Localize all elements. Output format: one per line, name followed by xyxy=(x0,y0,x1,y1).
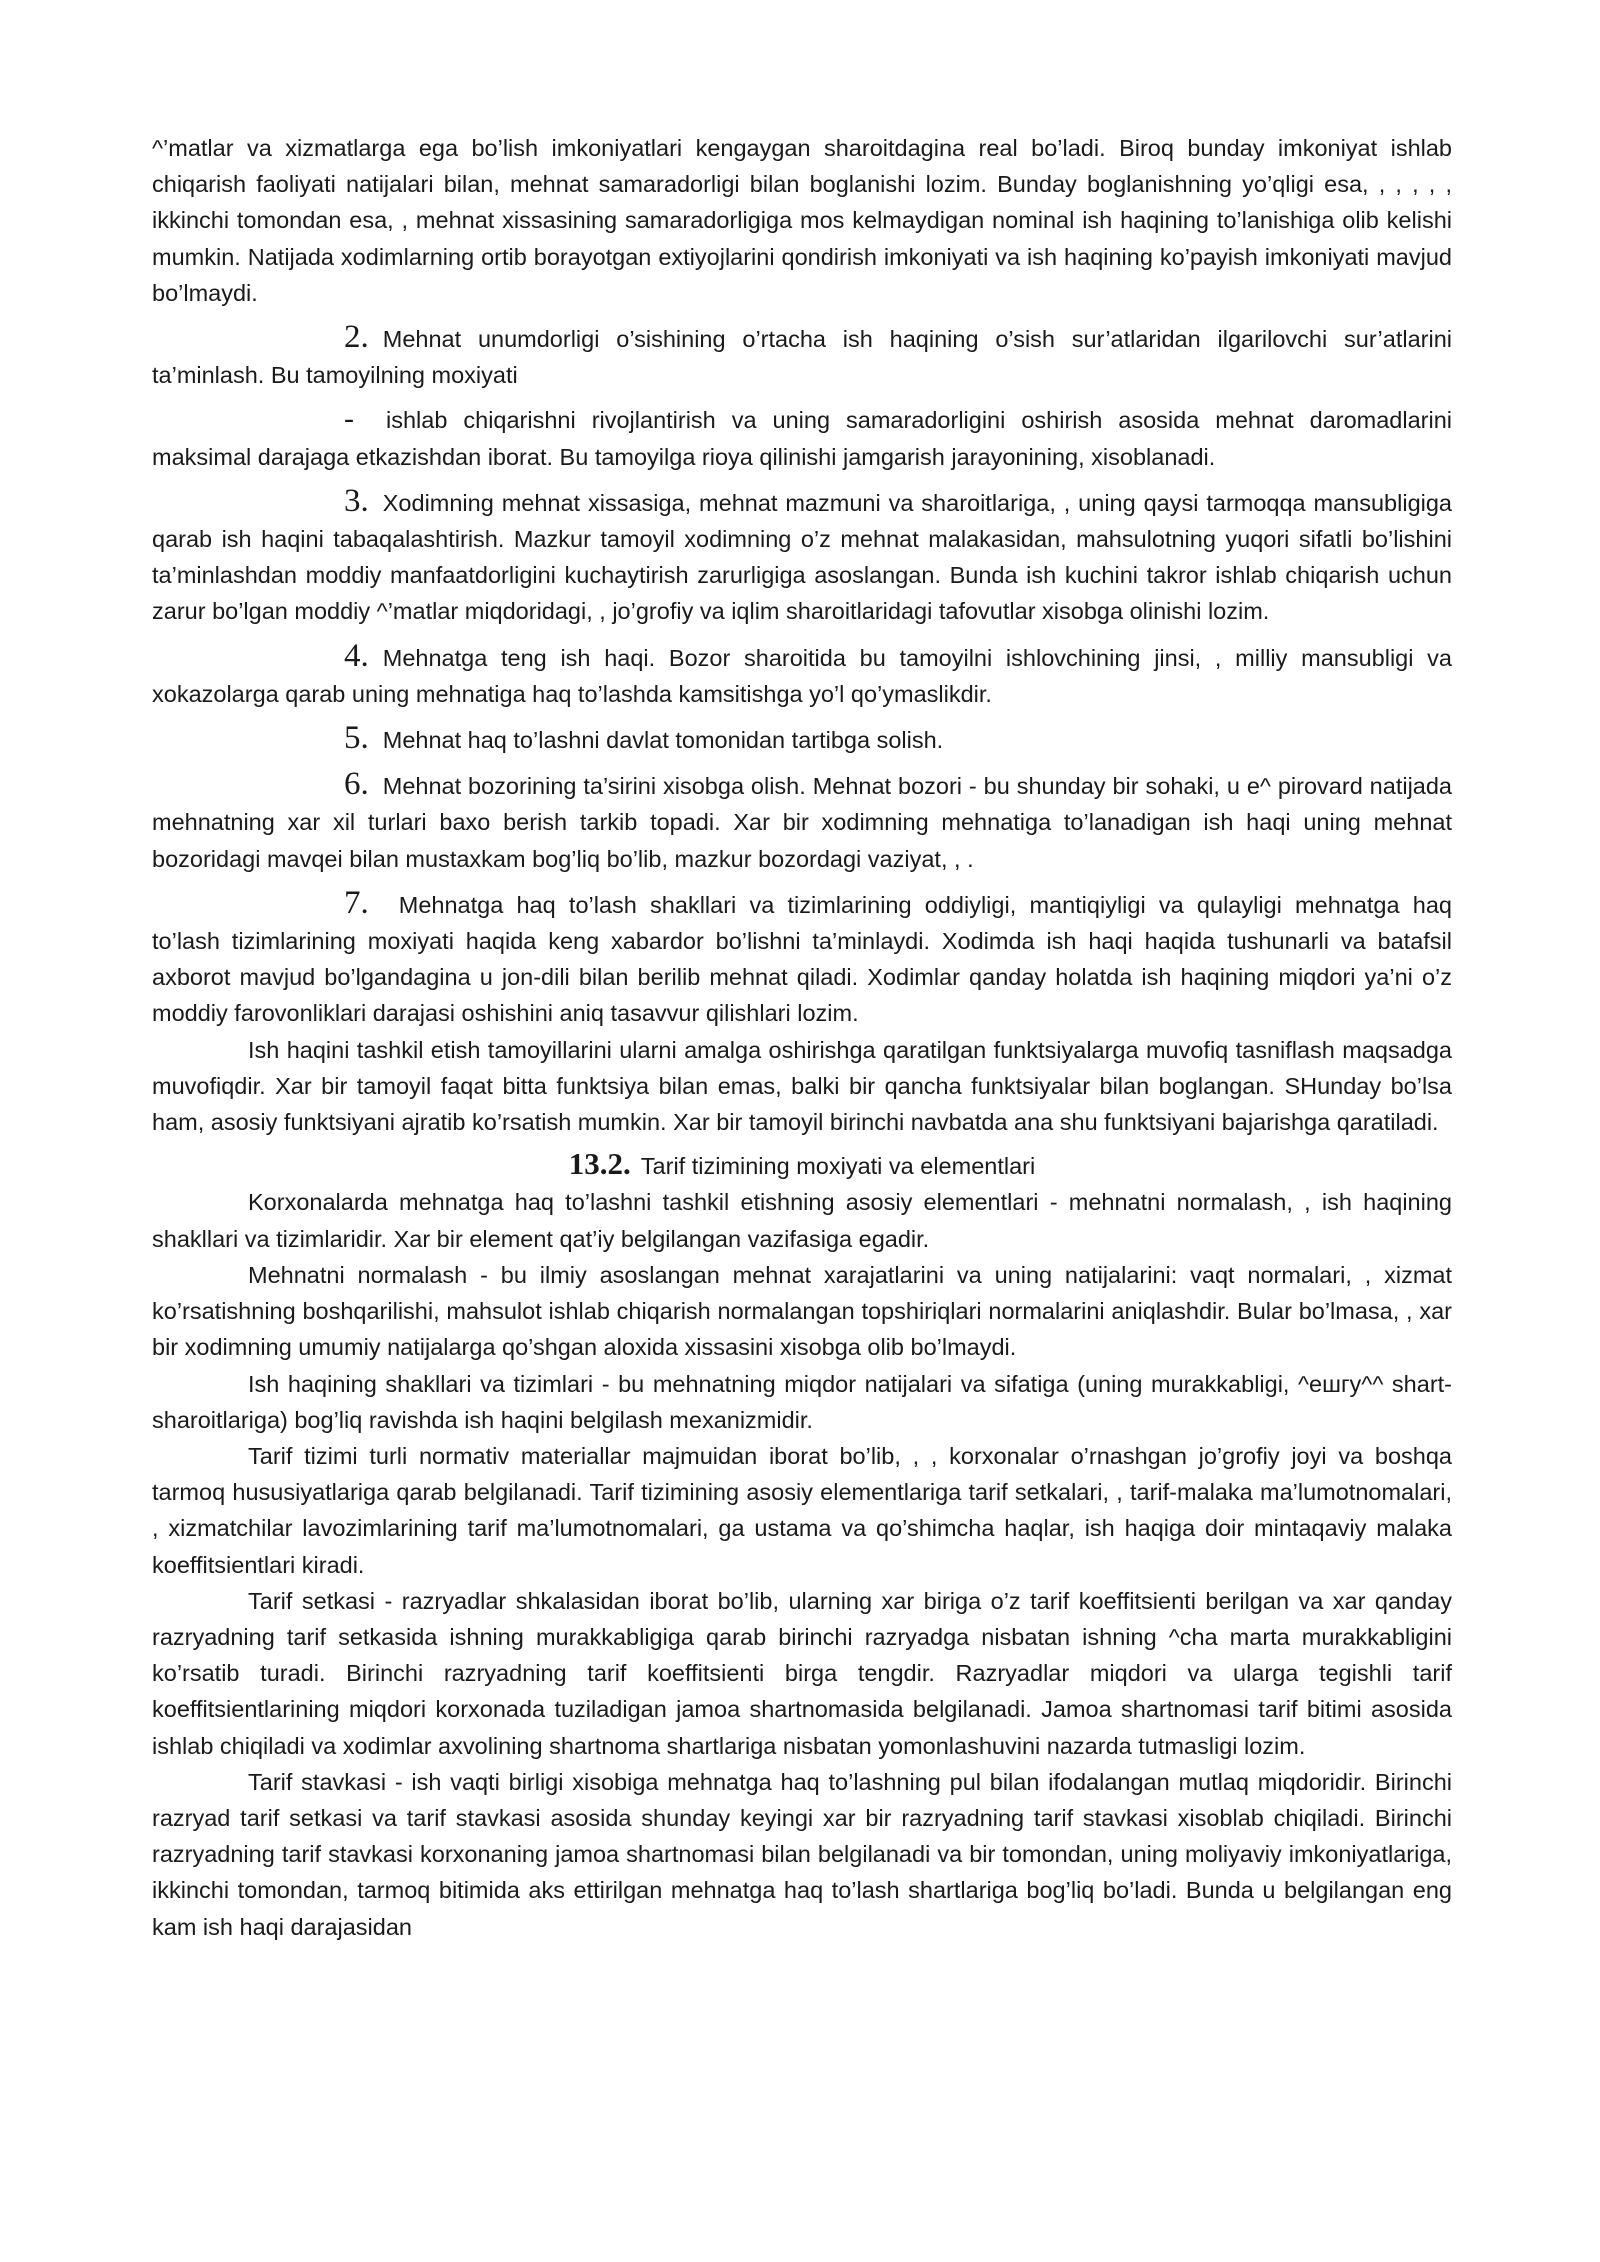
dash-marker: - xyxy=(344,402,354,436)
section-title: Tarif tizimining moxiyati va elementlari xyxy=(640,1153,1036,1180)
paragraph-tariff-system: Tarif tizimi turli normativ materiallar majmuidan iborat bo’lib, , , korxonalar o’rnashgan jo’grofiy joyi va boshqa tarmoq hususiyatlariga qarab belgilanadi. Tarif tizimining asosiy elementlariga tarif setkalari, , tarif-malaka ma’lumotnomalari, , xizmatchilar lavozimlarining tarif ma’lumotnomalari, ga ustama va qo’shimcha haqlar, ish haqiga doir mintaqaviy malaka koeffitsientlari kiradi. xyxy=(152,1442,1452,1578)
paragraph-tariff-grid: Tarif setkasi - razryadlar shkalasidan iborat bo’lib, ularning xar biriga o’z tarif koeffitsienti berilgan va xar qanday razryadning tarif setkasida ishning murakkabligiga qarab birinchi razryadga nisbatan ishning ^cha marta murakkabligini ko’rsatib turadi. Birinchi razryadning tarif koeffitsienti birga tengdir. Razryadlar miqdori va ularga tegishli tarif koeffitsientlarining miqdori korxonada tuziladigan jamoa shartnomasida belgilanadi. Jamoa shartnomasi tarif bitimi asosida ishlab chiqiladi va xodimlar axvolining shartnoma shartlariga nisbatan yomonlashuvini nazarda tutmasligi lozim. xyxy=(152,1587,1452,1759)
paragraph-wage-forms: Ish haqining shakllari va tizimlari - bu mehnatning miqdor natijalari va sifatiga (uning murakkabligi, ^ешгу^^ shart-sharoitlariga) bog’liq ravishda ish haqini belgilash mexanizmidir. xyxy=(152,1370,1452,1433)
paragraph-tariff-rate: Tarif stavkasi - ish vaqti birligi xisobiga mehnatga haq to’lashning pul bilan ifodalangan mutlaq miqdoridir. Birinchi razryad tarif setkasi va tarif stavkasi asosida shunday keyingi xar bir razryadning tarif stavkasi xisoblab chiqiladi. Birinchi razryadning tarif stavkasi korxonaning jamoa shartnomasi bilan belgilanadi va bir tomondan, uning moliyaviy imkoniyatlariga, ikkinchi tomondan, tarmoq bitimida aks ettirilgan mehnatga haq to’lash shartlariga bog’liq bo’ladi. Bunda u belgilangan eng kam ish haqi darajasidan xyxy=(152,1768,1452,1940)
list-item-4 xyxy=(152,638,1452,712)
list-item-text: Mehnatga haq to’lash shakllari va tizimlarining oddiyligi, mantiqiyligi va qulayligi mehnatga haq to’lash tizimlarining moxiyati haqida keng xabardor bo’lishni ta’minlaydi. Xodimda ish haqi haqida tushunarli va batafsil axborot mavjud bo’lgandagina u jon-dili bilan berilib mehnat qiladi. Xodimlar qanday holatda ish haqining miqdori ya’ni o’z moddiy farovonliklari darajasi oshishini aniq tasavvur qilishlari lozim. xyxy=(152,891,1452,1027)
list-item-7 xyxy=(152,885,1452,1032)
document-page xyxy=(152,130,1452,1945)
paragraph-principles: Ish haqini tashkil etish tamoyillarini ularni amalga oshirishga qaratilgan funktsiyalarga muvofiq tasniflash maqsadga muvofiqdir. Xar bir tamoyil faqat bitta funktsiya bilan emas, balki bir qancha funktsiyalar bilan boglangan. SHunday bo’lsa ham, asosiy funktsiyani ajratib ko’rsatish mumkin. Xar bir tamoyil birinchi navbatda ana shu funktsiyani bajarishga qaratiladi. xyxy=(152,1036,1452,1136)
dash-item-text: ishlab chiqarishni rivojlantirish va uning samaradorligini oshirish asosida mehnat daromadlarini maksimal darajaga etkazishdan iborat. Bu tamoyilga rioya qilinishi jamgarish jarayonining, xisoblanadi. xyxy=(152,407,1452,470)
list-number: 4. xyxy=(344,637,369,674)
list-number: 5. xyxy=(344,720,369,757)
paragraph-intro: ^’matlar va xizmatlarga ega bo’lish imkoniyatlari kengaygan sharoitdagina real bo’ladi. Biroq bunday imkoniyat ishlab chiqarish faoliyati natijalari bilan, mehnat samaradorligi bilan boglanishi lozim. Bunday boglanishning yo’qligi esa, , , , , , ikkinchi tomondan esa, , mehnat xissasining samaradorligiga mos kelmaydigan nominal ish haqining to’lanishiga olib kelishi mumkin. Natijada xodimlarning ortib borayotgan extiyojlarini qondirish imkoniyati va ish haqining ko’payish imkoniyati mavjud bo’lmaydi. xyxy=(152,135,1452,306)
list-item-text: Mehnat haq to’lashni davlat tomonidan tartibga solish. xyxy=(382,727,944,754)
list-number: 2. xyxy=(344,319,369,356)
dash-item xyxy=(152,401,1452,474)
list-item-text: Mehnat bozorining ta’sirini xisobga olish. Mehnat bozori - bu shunday bir sohaki, u e^ pirovard natijada mehnatning xar xil turlari baxo berish tarkib topadi. Xar bir xodimning mehnatiga to’lanadigan ish haqi uning mehnat bozoridagi mavqei bilan mustaxkam bog’liq bo’lib, mazkur bozordagi vaziyat, , . xyxy=(152,773,1452,872)
list-item-3 xyxy=(152,483,1452,630)
list-item-text: Xodimning mehnat xissasiga, mehnat mazmuni va sharoitlariga, , uning qaysi tarmoqqa mansubligiga qarab ish haqini tabaqalashtirish. Mazkur tamoyil xodimning o’z mehnat malakasidan, mahsulotning yuqori sifatli bo’lishini ta’minlashdan moddiy manfaatdorligini kuchaytirish zarurligiga asoslangan. Bunda ish kuchini takror ishlab chiqarish uchun zarur bo’lgan moddiy ^’matlar miqdoridagi, , jo’grofiy va iqlim sharoitlaridagi tafovutlar xisobga olinishi lozim. xyxy=(152,489,1452,625)
list-number: 6. xyxy=(344,766,369,803)
paragraph-elements: Korxonalarda mehnatga haq to’lashni tashkil etishning asosiy elementlari - mehnatni normalash, , ish haqining shakllari va tizimlaridir. Xar bir element qat’iy belgilangan vazifasiga egadir. xyxy=(152,1189,1452,1252)
list-item-6 xyxy=(152,766,1452,877)
list-item-text: Mehnatga teng ish haqi. Bozor sharoitida bu tamoyilni ishlovchining jinsi, , milliy mansubligi va xokazolarga qarab uning mehnatiga haq to’lashda kamsitishga yo’l qo’ymaslikdir. xyxy=(152,644,1452,707)
list-number: 3. xyxy=(344,482,369,519)
list-item-text: Mehnat unumdorligi o’sishining o’rtacha ish haqining o’sish sur’atlaridan ilgarilovchi sur’atlarini ta’minlash. Bu tamoyilning moxiyati xyxy=(152,326,1452,389)
section-heading xyxy=(152,1146,1452,1184)
list-item-2 xyxy=(152,319,1452,393)
list-item-5 xyxy=(152,720,1452,758)
list-number: 7. xyxy=(344,884,369,921)
paragraph-normalization: Mehnatni normalash - bu ilmiy asoslangan mehnat xarajatlarini va uning natijalarini: vaqt normalari, , xizmat ko’rsatishning boshqarilishi, mahsulot ishlab chiqarish normalangan topshiriqlari normalarini aniqlashdir. Bular bo’lmasa, , xar bir xodimning umumiy natijalarga qo’shgan aloxida xissasini xisobga olib bo’lmaydi. xyxy=(152,1261,1452,1361)
section-number: 13.2. xyxy=(568,1146,631,1182)
